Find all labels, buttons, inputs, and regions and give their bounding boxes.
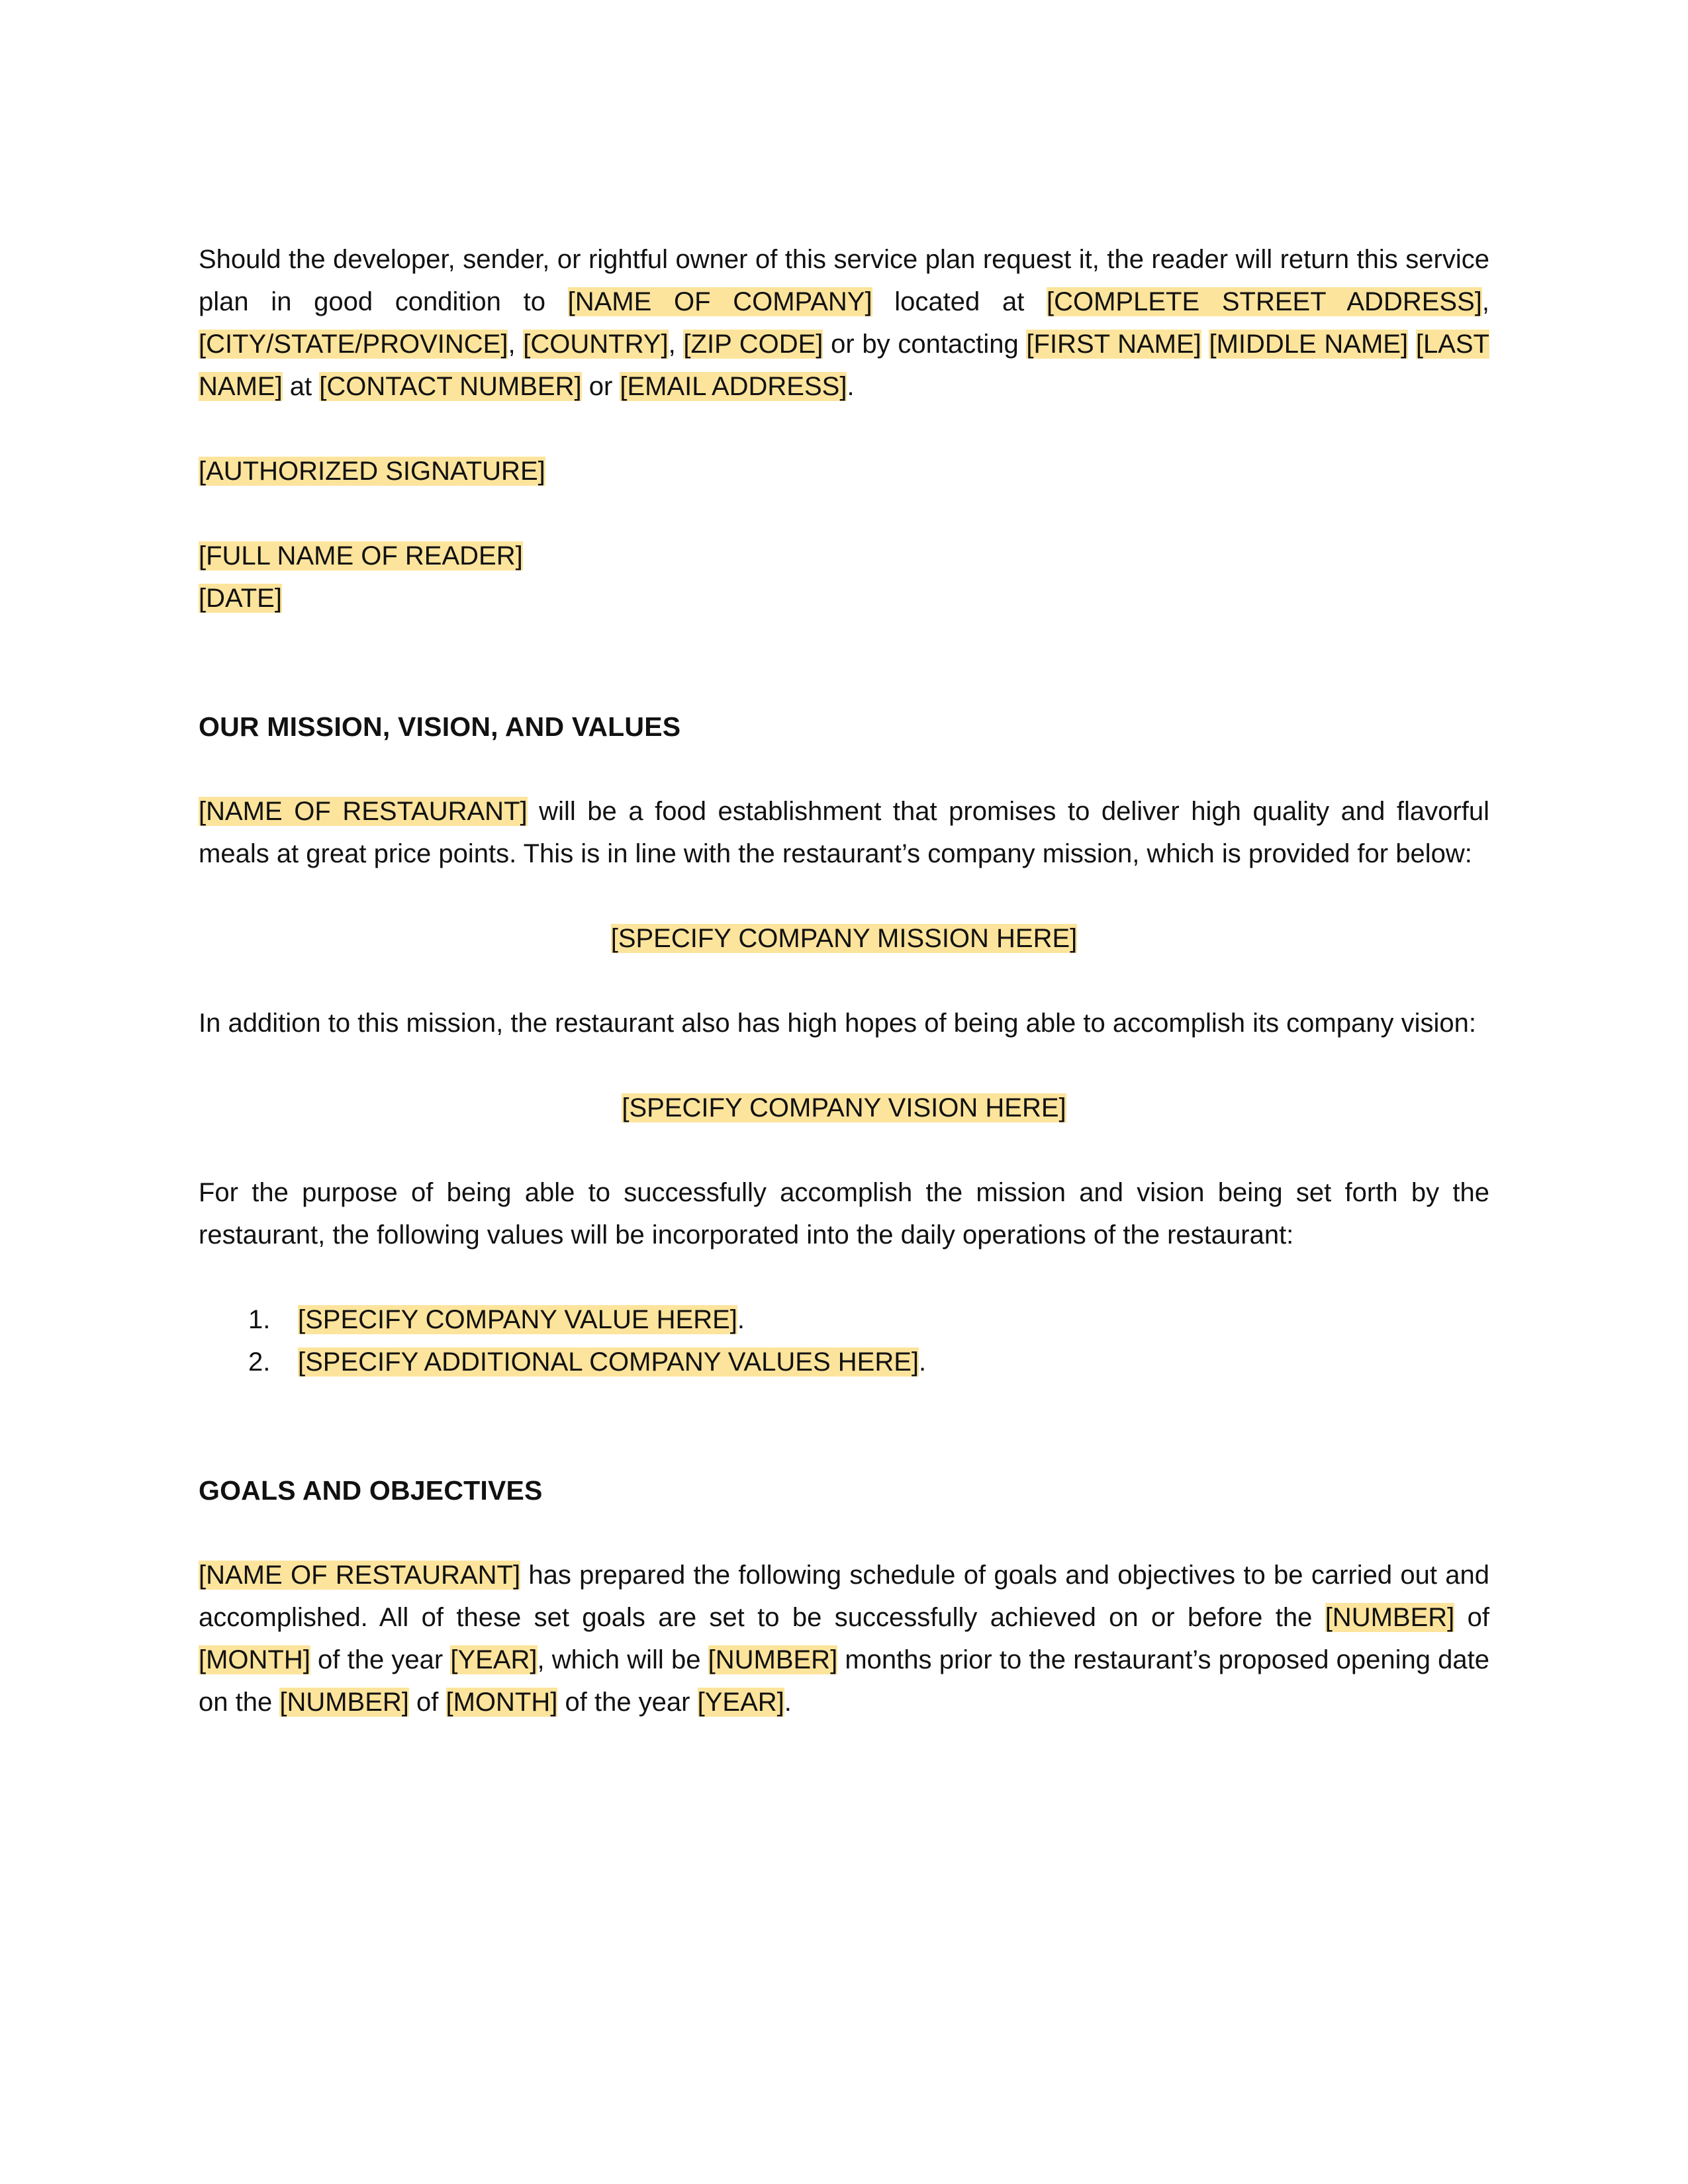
text: Should the developer, sender, or rightful owner of this service plan request it, the reader will return this service plan in good condition to — [199, 245, 1489, 316]
goals-heading: GOALS AND OBJECTIVES — [199, 1475, 543, 1506]
text: , — [1481, 287, 1489, 316]
placeholder-first-name: [FIRST NAME] — [1026, 330, 1201, 359]
text: of — [408, 1688, 446, 1717]
placeholder-reader-name: [FULL NAME OF READER] — [199, 541, 523, 570]
text: located at — [872, 287, 1047, 316]
placeholder-city: [CITY/STATE/PROVINCE] — [199, 330, 508, 359]
placeholder-middle-name: [MIDDLE NAME] — [1209, 330, 1409, 359]
text: , — [668, 330, 684, 359]
placeholder-date: [DATE] — [199, 584, 282, 613]
goals-paragraph — [199, 1554, 1489, 1723]
text: has prepared the following schedule of goals and objectives to be carried out and accomplished. All of these set goals are set to be successfully achieved on or before the — [199, 1561, 1489, 1632]
placeholder-restaurant-name: [NAME OF RESTAURANT] — [199, 1561, 521, 1590]
list-item — [199, 1341, 1489, 1383]
placeholder-number: [NUMBER] — [708, 1645, 838, 1674]
placeholder-zip: [ZIP CODE] — [683, 330, 823, 359]
text: . — [784, 1688, 792, 1717]
text: of the year — [310, 1645, 451, 1674]
list-number: 1. — [248, 1305, 271, 1334]
placeholder-year: [YEAR] — [697, 1688, 784, 1717]
text: , — [508, 330, 524, 359]
placeholder-additional-values: [SPECIFY ADDITIONAL COMPANY VALUES HERE] — [298, 1347, 919, 1377]
list-item — [199, 1298, 1489, 1341]
placeholder-number: [NUMBER] — [279, 1688, 409, 1717]
text: at — [282, 372, 320, 401]
placeholder-year: [YEAR] — [450, 1645, 538, 1674]
placeholder-restaurant-name: [NAME OF RESTAURANT] — [199, 797, 528, 826]
text: of — [1454, 1603, 1489, 1632]
return-notice-paragraph — [199, 238, 1489, 408]
placeholder-contact-number: [CONTACT NUMBER] — [319, 372, 582, 401]
vision-line — [199, 1087, 1489, 1129]
text: or — [581, 372, 620, 401]
placeholder-month: [MONTH] — [199, 1645, 310, 1674]
text: of the year — [557, 1688, 698, 1717]
text: months prior to the restaurant’s proposed opening date on the — [199, 1645, 1489, 1717]
mission-intro-paragraph — [199, 790, 1489, 875]
signature-line — [199, 450, 1489, 492]
placeholder-last-name: [LAST NAME] — [199, 330, 1489, 401]
placeholder-signature: [AUTHORIZED SIGNATURE] — [199, 457, 545, 486]
placeholder-value: [SPECIFY COMPANY VALUE HERE] — [298, 1305, 737, 1334]
placeholder-vision: [SPECIFY COMPANY VISION HERE] — [622, 1093, 1066, 1122]
text: will be a food establishment that promises to deliver high quality and flavorful meals at great price points. This is in line with the restaurant’s company mission, which is provided for below: — [199, 797, 1489, 868]
mission-line — [199, 917, 1489, 960]
values-list — [199, 1298, 1489, 1383]
text: . — [737, 1305, 745, 1334]
date-line — [199, 577, 1489, 619]
placeholder-street-address: [COMPLETE STREET ADDRESS] — [1047, 287, 1482, 316]
text: . — [919, 1347, 927, 1377]
mission-heading: OUR MISSION, VISION, AND VALUES — [199, 711, 681, 742]
placeholder-email: [EMAIL ADDRESS] — [620, 372, 847, 401]
text: . — [847, 372, 855, 401]
text: or by contacting — [823, 330, 1027, 359]
placeholder-country: [COUNTRY] — [523, 330, 669, 359]
text: , which will be — [537, 1645, 708, 1674]
document-page — [199, 238, 1489, 1723]
placeholder-mission: [SPECIFY COMPANY MISSION HERE] — [610, 924, 1078, 953]
vision-intro-paragraph: In addition to this mission, the restaurant also has high hopes of being able to accomplish its company vision: — [199, 1009, 1476, 1038]
list-number: 2. — [248, 1347, 271, 1377]
placeholder-company-name: [NAME OF COMPANY] — [567, 287, 872, 316]
placeholder-number: [NUMBER] — [1325, 1603, 1455, 1632]
placeholder-month: [MONTH] — [445, 1688, 558, 1717]
reader-name-line — [199, 535, 1489, 577]
values-intro-paragraph: For the purpose of being able to successfully accomplish the mission and vision being set forth by the restaurant, the following values will be incorporated into the daily operations of the restaurant: — [199, 1178, 1489, 1250]
